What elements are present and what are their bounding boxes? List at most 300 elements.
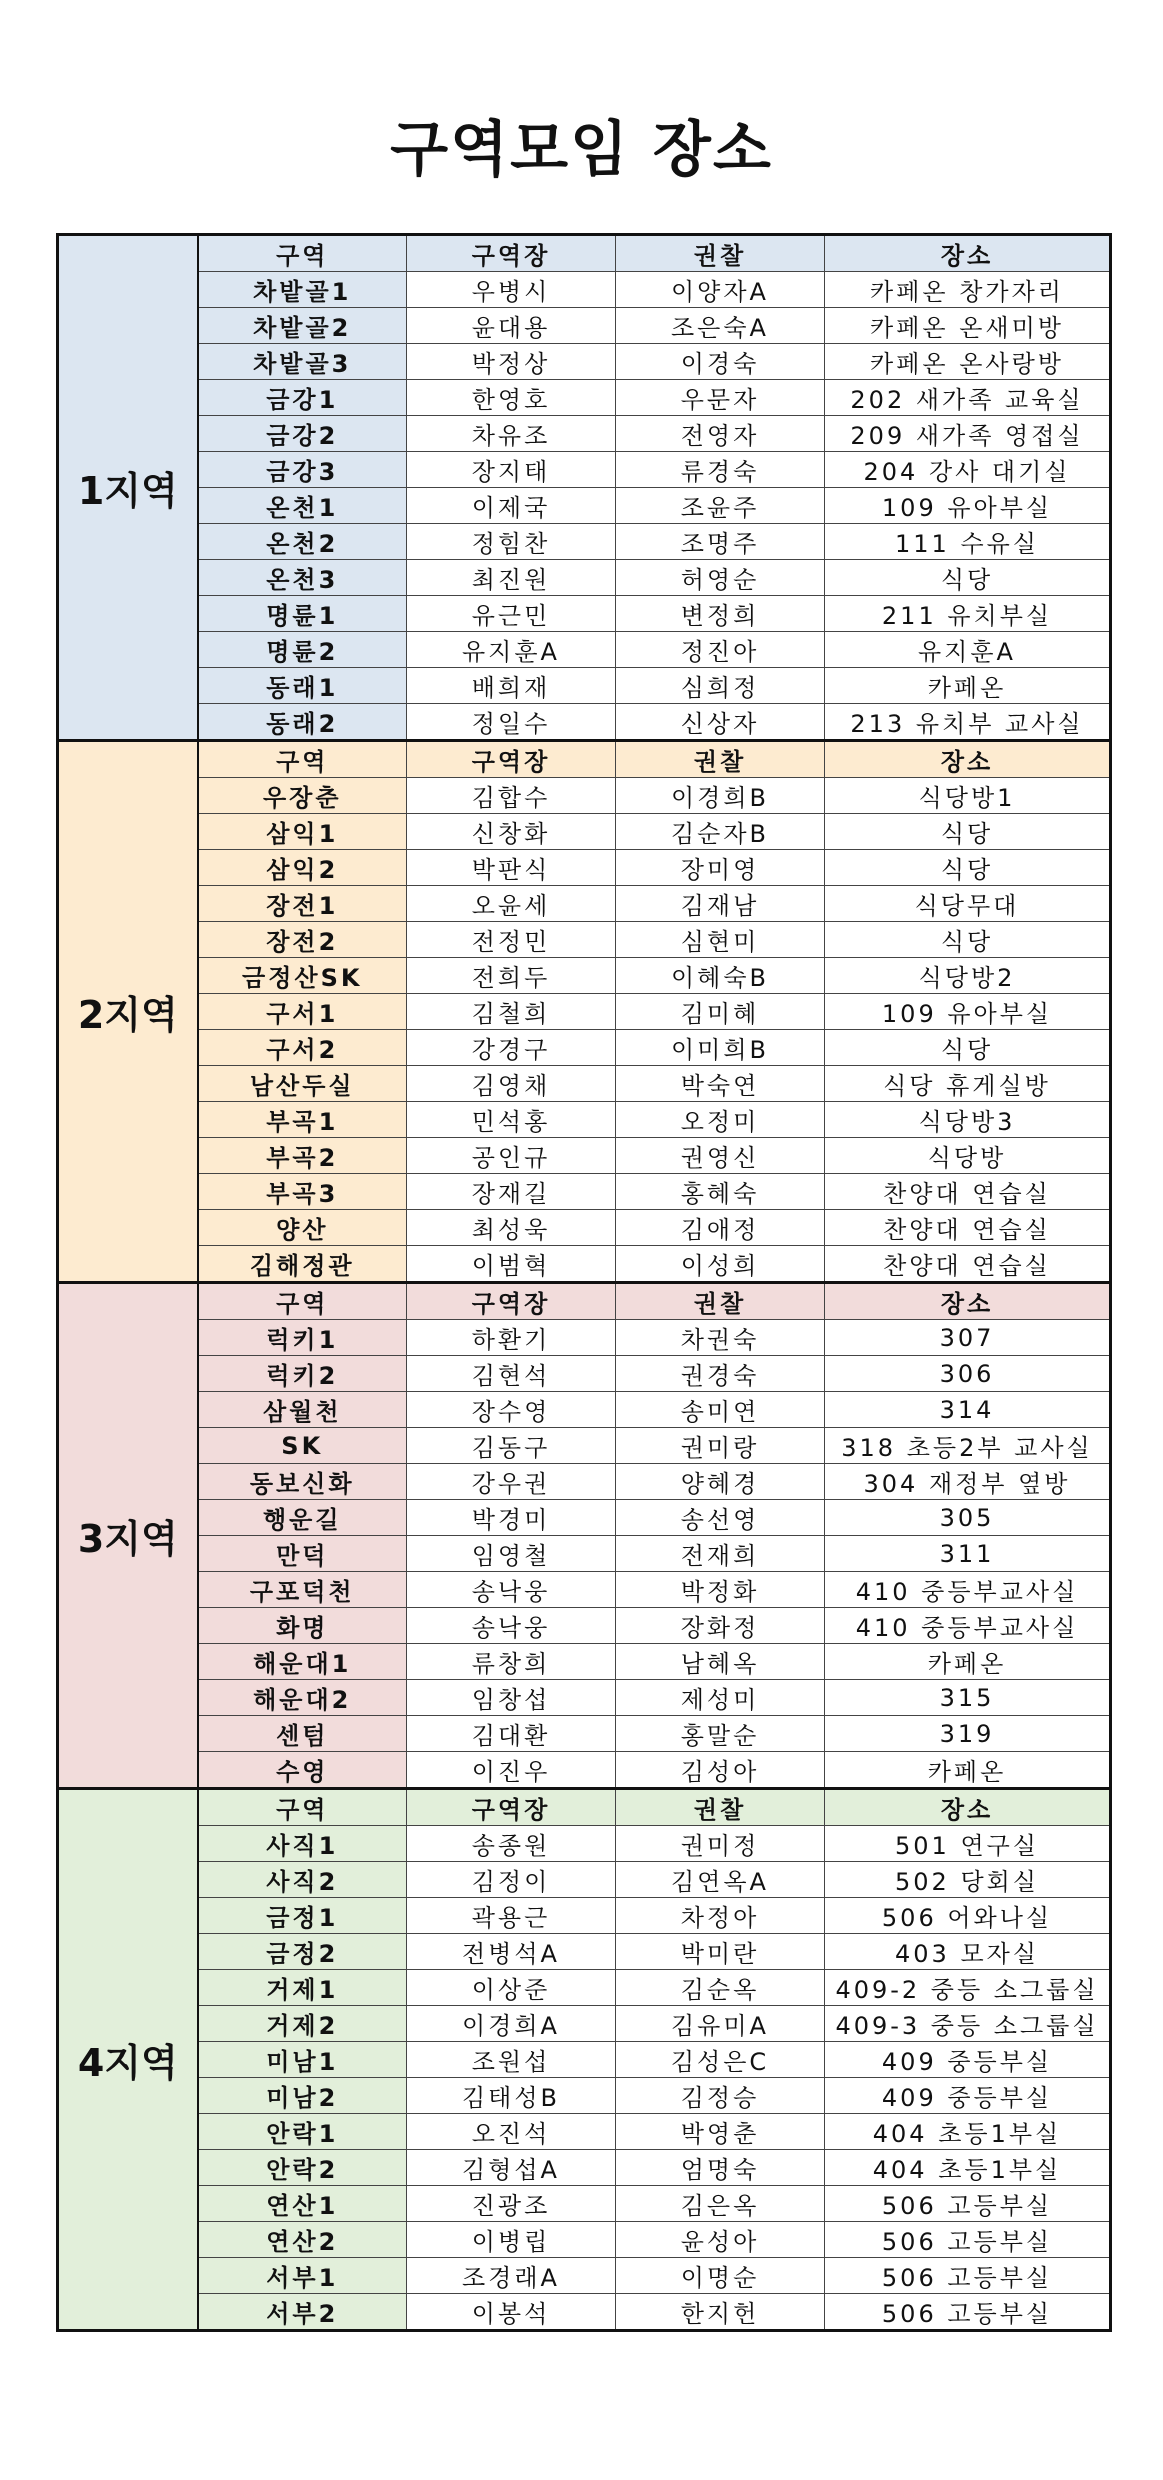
district-cell: 구포덕천 [198, 1572, 407, 1608]
place-cell: 306 [825, 1356, 1111, 1392]
leader-cell: 강경구 [407, 1030, 616, 1066]
assistant-cell: 김정승 [616, 2078, 825, 2114]
district-cell: 우장춘 [198, 778, 407, 814]
assistant-cell: 조윤주 [616, 488, 825, 524]
assistant-cell: 조은숙A [616, 308, 825, 344]
district-cell: 화명 [198, 1608, 407, 1644]
table-row [58, 1138, 1111, 1174]
column-header: 구역 [198, 1283, 407, 1320]
assistant-cell: 우문자 [616, 380, 825, 416]
district-cell: 만덕 [198, 1536, 407, 1572]
leader-cell: 임창섭 [407, 1680, 616, 1716]
district-cell: 동래1 [198, 668, 407, 704]
table-row [58, 560, 1111, 596]
leader-cell: 장지태 [407, 452, 616, 488]
leader-cell: 장재길 [407, 1174, 616, 1210]
region-label: 4지역 [58, 1789, 198, 2331]
assistant-cell: 엄명숙 [616, 2150, 825, 2186]
leader-cell: 이상준 [407, 1970, 616, 2006]
table-row [58, 2222, 1111, 2258]
table-row [58, 1066, 1111, 1102]
place-cell: 506 고등부실 [825, 2222, 1111, 2258]
leader-cell: 정일수 [407, 704, 616, 741]
district-cell: 안락1 [198, 2114, 407, 2150]
place-cell: 319 [825, 1716, 1111, 1752]
header-row [58, 741, 1111, 778]
table-row [58, 1680, 1111, 1716]
assistant-cell: 이미희B [616, 1030, 825, 1066]
leader-cell: 김합수 [407, 778, 616, 814]
district-cell: 동보신화 [198, 1464, 407, 1500]
leader-cell: 오진석 [407, 2114, 616, 2150]
table-row [58, 488, 1111, 524]
district-cell: 수영 [198, 1752, 407, 1789]
assistant-cell: 차정아 [616, 1898, 825, 1934]
table-row [58, 1356, 1111, 1392]
leader-cell: 이범혁 [407, 1246, 616, 1283]
place-cell: 404 초등1부실 [825, 2114, 1111, 2150]
place-cell: 식당무대 [825, 886, 1111, 922]
column-header: 장소 [825, 741, 1111, 778]
assistant-cell: 송선영 [616, 1500, 825, 1536]
table-row [58, 1934, 1111, 1970]
district-cell: 해운대2 [198, 1680, 407, 1716]
leader-cell: 하환기 [407, 1320, 616, 1356]
table-row [58, 958, 1111, 994]
leader-cell: 차유조 [407, 416, 616, 452]
assistant-cell: 김순자B [616, 814, 825, 850]
place-cell: 403 모자실 [825, 1934, 1111, 1970]
table-row [58, 1970, 1111, 2006]
table-row [58, 1500, 1111, 1536]
table-row [58, 1428, 1111, 1464]
place-cell: 식당 [825, 814, 1111, 850]
table-row [58, 704, 1111, 741]
table-row [58, 344, 1111, 380]
place-cell: 식당 휴게실방 [825, 1066, 1111, 1102]
place-cell: 식당방1 [825, 778, 1111, 814]
table-row [58, 1464, 1111, 1500]
region-group [58, 235, 1111, 741]
leader-cell: 이진우 [407, 1752, 616, 1789]
leader-cell: 류창희 [407, 1644, 616, 1680]
district-cell: 미남1 [198, 2042, 407, 2078]
district-cell: 온천1 [198, 488, 407, 524]
leader-cell: 김철희 [407, 994, 616, 1030]
assistant-cell: 이경희B [616, 778, 825, 814]
table-row [58, 524, 1111, 560]
district-cell: 부곡2 [198, 1138, 407, 1174]
district-cell: 부곡3 [198, 1174, 407, 1210]
district-cell: 장전2 [198, 922, 407, 958]
place-cell: 카페온 [825, 1644, 1111, 1680]
assistant-cell: 오정미 [616, 1102, 825, 1138]
leader-cell: 조경래A [407, 2258, 616, 2294]
place-cell: 204 강사 대기실 [825, 452, 1111, 488]
leader-cell: 정힘찬 [407, 524, 616, 560]
table-row [58, 1174, 1111, 1210]
column-header: 구역 [198, 235, 407, 272]
leader-cell: 유지훈A [407, 632, 616, 668]
place-cell: 409 중등부실 [825, 2078, 1111, 2114]
column-header: 구역장 [407, 1789, 616, 1826]
table-row [58, 2294, 1111, 2331]
table-row [58, 850, 1111, 886]
table-row [58, 1246, 1111, 1283]
leader-cell: 김정이 [407, 1862, 616, 1898]
district-cell: 장전1 [198, 886, 407, 922]
place-cell: 카페온 [825, 1752, 1111, 1789]
assistant-cell: 홍말순 [616, 1716, 825, 1752]
table-row [58, 2150, 1111, 2186]
district-cell: 거제1 [198, 1970, 407, 2006]
column-header: 장소 [825, 1283, 1111, 1320]
district-cell: 금강2 [198, 416, 407, 452]
district-cell: 명륜1 [198, 596, 407, 632]
assistant-cell: 양혜경 [616, 1464, 825, 1500]
place-cell: 202 새가족 교육실 [825, 380, 1111, 416]
region-label: 3지역 [58, 1283, 198, 1789]
table-row [58, 1716, 1111, 1752]
leader-cell: 민석홍 [407, 1102, 616, 1138]
table-row [58, 1030, 1111, 1066]
assistant-cell: 전영자 [616, 416, 825, 452]
table-row [58, 2006, 1111, 2042]
assistant-cell: 심현미 [616, 922, 825, 958]
place-cell: 유지훈A [825, 632, 1111, 668]
leader-cell: 박경미 [407, 1500, 616, 1536]
district-cell: 거제2 [198, 2006, 407, 2042]
leader-cell: 김태성B [407, 2078, 616, 2114]
district-cell: 삼익2 [198, 850, 407, 886]
place-cell: 318 초등2부 교사실 [825, 1428, 1111, 1464]
region-group [58, 1283, 1111, 1789]
assistant-cell: 김애정 [616, 1210, 825, 1246]
assistant-cell: 허영순 [616, 560, 825, 596]
place-cell: 506 어와나실 [825, 1898, 1111, 1934]
table-row [58, 2114, 1111, 2150]
assistant-cell: 한지헌 [616, 2294, 825, 2331]
district-cell: 사직1 [198, 1826, 407, 1862]
district-cell: 금정산SK [198, 958, 407, 994]
district-cell: 안락2 [198, 2150, 407, 2186]
leader-cell: 임영철 [407, 1536, 616, 1572]
table-row [58, 886, 1111, 922]
district-cell: 구서2 [198, 1030, 407, 1066]
leader-cell: 김형섭A [407, 2150, 616, 2186]
place-cell: 314 [825, 1392, 1111, 1428]
leader-cell: 박정상 [407, 344, 616, 380]
assistant-cell: 윤성아 [616, 2222, 825, 2258]
leader-cell: 신창화 [407, 814, 616, 850]
page-title: 구역모임 장소 [390, 115, 773, 185]
region-label: 2지역 [58, 741, 198, 1283]
column-header: 권찰 [616, 235, 825, 272]
district-cell: 사직2 [198, 1862, 407, 1898]
leader-cell: 공인규 [407, 1138, 616, 1174]
table-row [58, 1752, 1111, 1789]
place-cell: 식당방 [825, 1138, 1111, 1174]
region-group [58, 741, 1111, 1283]
leader-cell: 송낙웅 [407, 1608, 616, 1644]
assistant-cell: 전재희 [616, 1536, 825, 1572]
header-row [58, 1283, 1111, 1320]
assistant-cell: 김순옥 [616, 1970, 825, 2006]
assistant-cell: 김재남 [616, 886, 825, 922]
place-cell: 506 고등부실 [825, 2186, 1111, 2222]
place-cell: 305 [825, 1500, 1111, 1536]
place-cell: 315 [825, 1680, 1111, 1716]
leader-cell: 최성욱 [407, 1210, 616, 1246]
district-cell: 연산1 [198, 2186, 407, 2222]
leader-cell: 장수영 [407, 1392, 616, 1428]
table-row [58, 2078, 1111, 2114]
assistant-cell: 송미연 [616, 1392, 825, 1428]
column-header: 권찰 [616, 1283, 825, 1320]
assistant-cell: 이양자A [616, 272, 825, 308]
column-header: 장소 [825, 235, 1111, 272]
meeting-place-table [56, 233, 1112, 2332]
table-row [58, 596, 1111, 632]
leader-cell: 전희두 [407, 958, 616, 994]
column-header: 구역장 [407, 741, 616, 778]
district-cell: 삼익1 [198, 814, 407, 850]
table-row [58, 416, 1111, 452]
assistant-cell: 김성은C [616, 2042, 825, 2078]
assistant-cell: 이경숙 [616, 344, 825, 380]
assistant-cell: 정진아 [616, 632, 825, 668]
leader-cell: 송종원 [407, 1826, 616, 1862]
place-cell: 502 당회실 [825, 1862, 1111, 1898]
place-cell: 109 유아부실 [825, 488, 1111, 524]
leader-cell: 이봉석 [407, 2294, 616, 2331]
place-cell: 카페온 온사랑방 [825, 344, 1111, 380]
place-cell: 카페온 [825, 668, 1111, 704]
assistant-cell: 박정화 [616, 1572, 825, 1608]
assistant-cell: 권경숙 [616, 1356, 825, 1392]
table-row [58, 1392, 1111, 1428]
leader-cell: 박판식 [407, 850, 616, 886]
table-row [58, 778, 1111, 814]
district-cell: 금정2 [198, 1934, 407, 1970]
district-cell: 양산 [198, 1210, 407, 1246]
assistant-cell: 장화정 [616, 1608, 825, 1644]
district-cell: 행운길 [198, 1500, 407, 1536]
leader-cell: 김영채 [407, 1066, 616, 1102]
table-row [58, 1572, 1111, 1608]
place-cell: 307 [825, 1320, 1111, 1356]
column-header: 구역 [198, 1789, 407, 1826]
table-row [58, 380, 1111, 416]
leader-cell: 진광조 [407, 2186, 616, 2222]
assistant-cell: 권미정 [616, 1826, 825, 1862]
place-cell: 409 중등부실 [825, 2042, 1111, 2078]
assistant-cell: 이혜숙B [616, 958, 825, 994]
assistant-cell: 김은옥 [616, 2186, 825, 2222]
place-cell: 209 새가족 영접실 [825, 416, 1111, 452]
district-cell: 동래2 [198, 704, 407, 741]
table-row [58, 1826, 1111, 1862]
table-row [58, 272, 1111, 308]
leader-cell: 전병석A [407, 1934, 616, 1970]
leader-cell: 곽용근 [407, 1898, 616, 1934]
district-cell: SK [198, 1428, 407, 1464]
place-cell: 식당 [825, 850, 1111, 886]
district-cell: 온천2 [198, 524, 407, 560]
leader-cell: 이병립 [407, 2222, 616, 2258]
assistant-cell: 류경숙 [616, 452, 825, 488]
assistant-cell: 조명주 [616, 524, 825, 560]
place-cell: 213 유치부 교사실 [825, 704, 1111, 741]
assistant-cell: 박미란 [616, 1934, 825, 1970]
leader-cell: 전정민 [407, 922, 616, 958]
district-cell: 부곡1 [198, 1102, 407, 1138]
table-row [58, 994, 1111, 1030]
leader-cell: 김동구 [407, 1428, 616, 1464]
table-row [58, 1320, 1111, 1356]
leader-cell: 유근민 [407, 596, 616, 632]
district-cell: 센텀 [198, 1716, 407, 1752]
assistant-cell: 홍혜숙 [616, 1174, 825, 1210]
assistant-cell: 박영춘 [616, 2114, 825, 2150]
place-cell: 카페온 온새미방 [825, 308, 1111, 344]
place-cell: 506 고등부실 [825, 2294, 1111, 2331]
district-cell: 금정1 [198, 1898, 407, 1934]
district-cell: 서부1 [198, 2258, 407, 2294]
place-cell: 찬양대 연습실 [825, 1174, 1111, 1210]
assistant-cell: 김미혜 [616, 994, 825, 1030]
assistant-cell: 김유미A [616, 2006, 825, 2042]
column-header: 구역장 [407, 1283, 616, 1320]
leader-cell: 김대환 [407, 1716, 616, 1752]
place-cell: 311 [825, 1536, 1111, 1572]
table-row [58, 2042, 1111, 2078]
district-cell: 차밭골1 [198, 272, 407, 308]
table-row [58, 2258, 1111, 2294]
assistant-cell: 변정희 [616, 596, 825, 632]
table-row [58, 632, 1111, 668]
assistant-cell: 이성희 [616, 1246, 825, 1283]
place-cell: 식당방2 [825, 958, 1111, 994]
assistant-cell: 권영신 [616, 1138, 825, 1174]
column-header: 구역 [198, 741, 407, 778]
place-cell: 211 유치부실 [825, 596, 1111, 632]
leader-cell: 한영호 [407, 380, 616, 416]
table-row [58, 922, 1111, 958]
assistant-cell: 제성미 [616, 1680, 825, 1716]
table-row [58, 1210, 1111, 1246]
district-cell: 김해정관 [198, 1246, 407, 1283]
leader-cell: 이제국 [407, 488, 616, 524]
place-cell: 409-2 중등 소그룹실 [825, 1970, 1111, 2006]
district-cell: 미남2 [198, 2078, 407, 2114]
district-cell: 명륜2 [198, 632, 407, 668]
table-row [58, 308, 1111, 344]
table-row [58, 1102, 1111, 1138]
assistant-cell: 김성아 [616, 1752, 825, 1789]
assistant-cell: 남혜옥 [616, 1644, 825, 1680]
place-cell: 식당방3 [825, 1102, 1111, 1138]
leader-cell: 우병시 [407, 272, 616, 308]
header-row [58, 235, 1111, 272]
place-cell: 410 중등부교사실 [825, 1608, 1111, 1644]
place-cell: 찬양대 연습실 [825, 1210, 1111, 1246]
column-header: 권찰 [616, 741, 825, 778]
leader-cell: 오윤세 [407, 886, 616, 922]
assistant-cell: 이명순 [616, 2258, 825, 2294]
district-cell: 온천3 [198, 560, 407, 596]
assistant-cell: 장미영 [616, 850, 825, 886]
district-cell: 차밭골2 [198, 308, 407, 344]
district-cell: 삼월천 [198, 1392, 407, 1428]
table-row [58, 2186, 1111, 2222]
district-cell: 남산두실 [198, 1066, 407, 1102]
district-cell: 차밭골3 [198, 344, 407, 380]
leader-cell: 배희재 [407, 668, 616, 704]
table-row [58, 1608, 1111, 1644]
column-header: 권찰 [616, 1789, 825, 1826]
place-cell: 찬양대 연습실 [825, 1246, 1111, 1283]
table-row [58, 1644, 1111, 1680]
header-row [58, 1789, 1111, 1826]
assistant-cell: 신상자 [616, 704, 825, 741]
assistant-cell: 차권숙 [616, 1320, 825, 1356]
district-cell: 럭키2 [198, 1356, 407, 1392]
leader-cell: 김현석 [407, 1356, 616, 1392]
leader-cell: 윤대용 [407, 308, 616, 344]
district-cell: 럭키1 [198, 1320, 407, 1356]
place-cell: 404 초등1부실 [825, 2150, 1111, 2186]
leader-cell: 최진원 [407, 560, 616, 596]
region-group [58, 1789, 1111, 2331]
assistant-cell: 심희정 [616, 668, 825, 704]
table-row [58, 1536, 1111, 1572]
place-cell: 409-3 중등 소그룹실 [825, 2006, 1111, 2042]
place-cell: 410 중등부교사실 [825, 1572, 1111, 1608]
assistant-cell: 김연옥A [616, 1862, 825, 1898]
district-cell: 금강1 [198, 380, 407, 416]
place-cell: 506 고등부실 [825, 2258, 1111, 2294]
region-label: 1지역 [58, 235, 198, 741]
place-cell: 501 연구실 [825, 1826, 1111, 1862]
district-cell: 서부2 [198, 2294, 407, 2331]
leader-cell: 이경희A [407, 2006, 616, 2042]
district-cell: 해운대1 [198, 1644, 407, 1680]
assistant-cell: 박숙연 [616, 1066, 825, 1102]
column-header: 구역장 [407, 235, 616, 272]
place-cell: 식당 [825, 1030, 1111, 1066]
leader-cell: 송낙웅 [407, 1572, 616, 1608]
assistant-cell: 권미랑 [616, 1428, 825, 1464]
leader-cell: 조원섭 [407, 2042, 616, 2078]
district-cell: 연산2 [198, 2222, 407, 2258]
table-row [58, 668, 1111, 704]
leader-cell: 강우권 [407, 1464, 616, 1500]
place-cell: 식당 [825, 922, 1111, 958]
column-header: 장소 [825, 1789, 1111, 1826]
table-row [58, 1862, 1111, 1898]
place-cell: 109 유아부실 [825, 994, 1111, 1030]
table-row [58, 814, 1111, 850]
place-cell: 111 수유실 [825, 524, 1111, 560]
district-cell: 금강3 [198, 452, 407, 488]
district-cell: 구서1 [198, 994, 407, 1030]
place-cell: 304 재정부 옆방 [825, 1464, 1111, 1500]
place-cell: 카페온 창가자리 [825, 272, 1111, 308]
table-row [58, 452, 1111, 488]
table-row [58, 1898, 1111, 1934]
place-cell: 식당 [825, 560, 1111, 596]
